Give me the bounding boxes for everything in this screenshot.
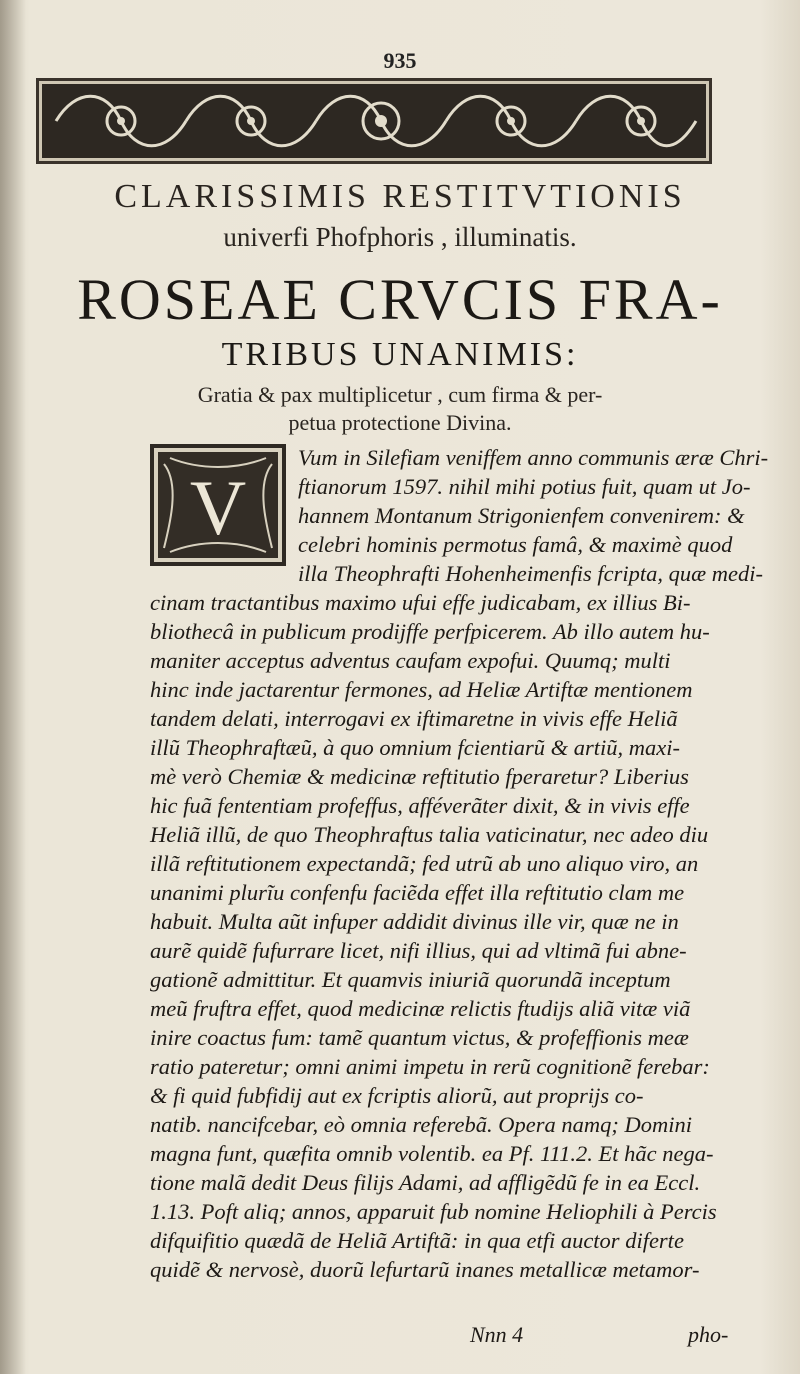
body-line: gationẽ admittitur. Et quamvis iniuriã quorundã inceptum — [150, 967, 671, 992]
title-line-6: petua protectione Divina. — [288, 410, 512, 435]
title-line-1: CLARISSIMIS RESTITVTIONIS — [114, 178, 686, 215]
body-line: natib. nancifcebar, eò omnia referebã. Opera namq; Domini — [150, 1112, 692, 1137]
body-line: Vum in Silefiam veniffem anno communis æræ Chri- — [298, 445, 769, 470]
body-line: inire coactus fum: tamẽ quantum victus, & profeffionis meæ — [150, 1025, 689, 1050]
body-line: ftianorum 1597. nihil mihi potius fuit, quam ut Jo- — [298, 474, 751, 499]
body-line: hic fuã fententiam profeffus, afféverãter dixit, & in vivis effe — [150, 793, 690, 818]
body-line: illã reftitutionem expectandã; fed utrũ ab uno aliquo viro, an — [150, 851, 699, 876]
title-line-3: ROSEAE CRVCIS FRA- — [77, 267, 723, 332]
body-line: ratio pateretur; omni animi impetu in rerũ cognitionẽ ferebar: — [150, 1054, 710, 1079]
title-line-4: TRIBUS UNANIMIS: — [221, 336, 579, 373]
catchword: pho- — [688, 1322, 729, 1347]
body-line: & fi quid fubfidij aut ex fcriptis aliorũ, aut proprijs co- — [150, 1083, 644, 1108]
signature-mark: Nnn 4 — [470, 1322, 524, 1347]
body-line: illũ Theophraftæũ, à quo omnium fcientiarũ & artiũ, maxi- — [150, 735, 680, 760]
body-line: aurẽ quidẽ fufurrare licet, nifi illius, qui ad vltimã fui abne- — [150, 938, 687, 963]
ornamental-headpiece — [36, 78, 712, 164]
svg-text:V: V — [189, 464, 247, 551]
body-line: celebri hominis permotus famâ, & maximè quod — [298, 532, 733, 557]
body-line: illa Theophrafti Hohenheimenfis fcripta, quæ medi- — [298, 561, 763, 586]
body-line: 1.13. Poft aliq; annos, apparuit fub nomine Heliophili à Percis — [150, 1199, 717, 1224]
body-line: hannem Montanum Strigonienfem convenirem: & — [298, 503, 745, 528]
title-line-2: univerfi Phofphoris , illuminatis. — [223, 222, 577, 252]
body-line: mè verò Chemiæ & medicinæ reftitutio fperaretur? Liberius — [150, 764, 689, 789]
page-number: 935 — [383, 48, 417, 73]
body-line: hinc inde jactarentur fermones, ad Heliæ Artiftæ mentionem — [150, 677, 693, 702]
body-line: tione malã dedit Deus filijs Adami, ad affligẽdũ fe in ea Eccl. — [150, 1170, 701, 1195]
body-line: bliothecâ in publicum prodijffe perfpicerem. Ab illo autem hu- — [150, 619, 710, 644]
body-line: Heliã illũ, de quo Theophraftus talia vaticinatur, nec adeo diu — [150, 822, 709, 847]
decorated-initial-v — [150, 444, 286, 566]
body-line: meũ fruftra effet, quod medicinæ relictis ftudijs aliã vitæ viã — [150, 996, 691, 1021]
body-line: difquifitio quædã de Heliã Artiftã: in qua etfi auctor diferte — [150, 1228, 684, 1253]
title-line-5: Gratia & pax multiplicetur , cum firma & per- — [197, 382, 603, 407]
body-line: maniter acceptus adventus caufam expofui. Quumq; multi — [150, 648, 671, 673]
body-line: magna funt, quæfita omnib volentib. ea Pf. 111.2. Et hãc nega- — [150, 1141, 714, 1166]
body-line: habuit. Multa aũt infuper addidit divinus ille vir, quæ ne in — [150, 909, 679, 934]
body-line: tandem delati, interrogavi ex iftimaretne in vivis effe Heliã — [150, 706, 678, 731]
body-line: unanimi plurĩu confenfu faciẽda effet illa reftitutio clam me — [150, 880, 685, 905]
body-line: cinam tractantibus maximo ufui effe judicabam, ex illius Bi- — [150, 590, 691, 615]
body-line: quidẽ & nervosè, duorũ lefurtarũ inanes metallicæ metamor- — [150, 1257, 700, 1282]
